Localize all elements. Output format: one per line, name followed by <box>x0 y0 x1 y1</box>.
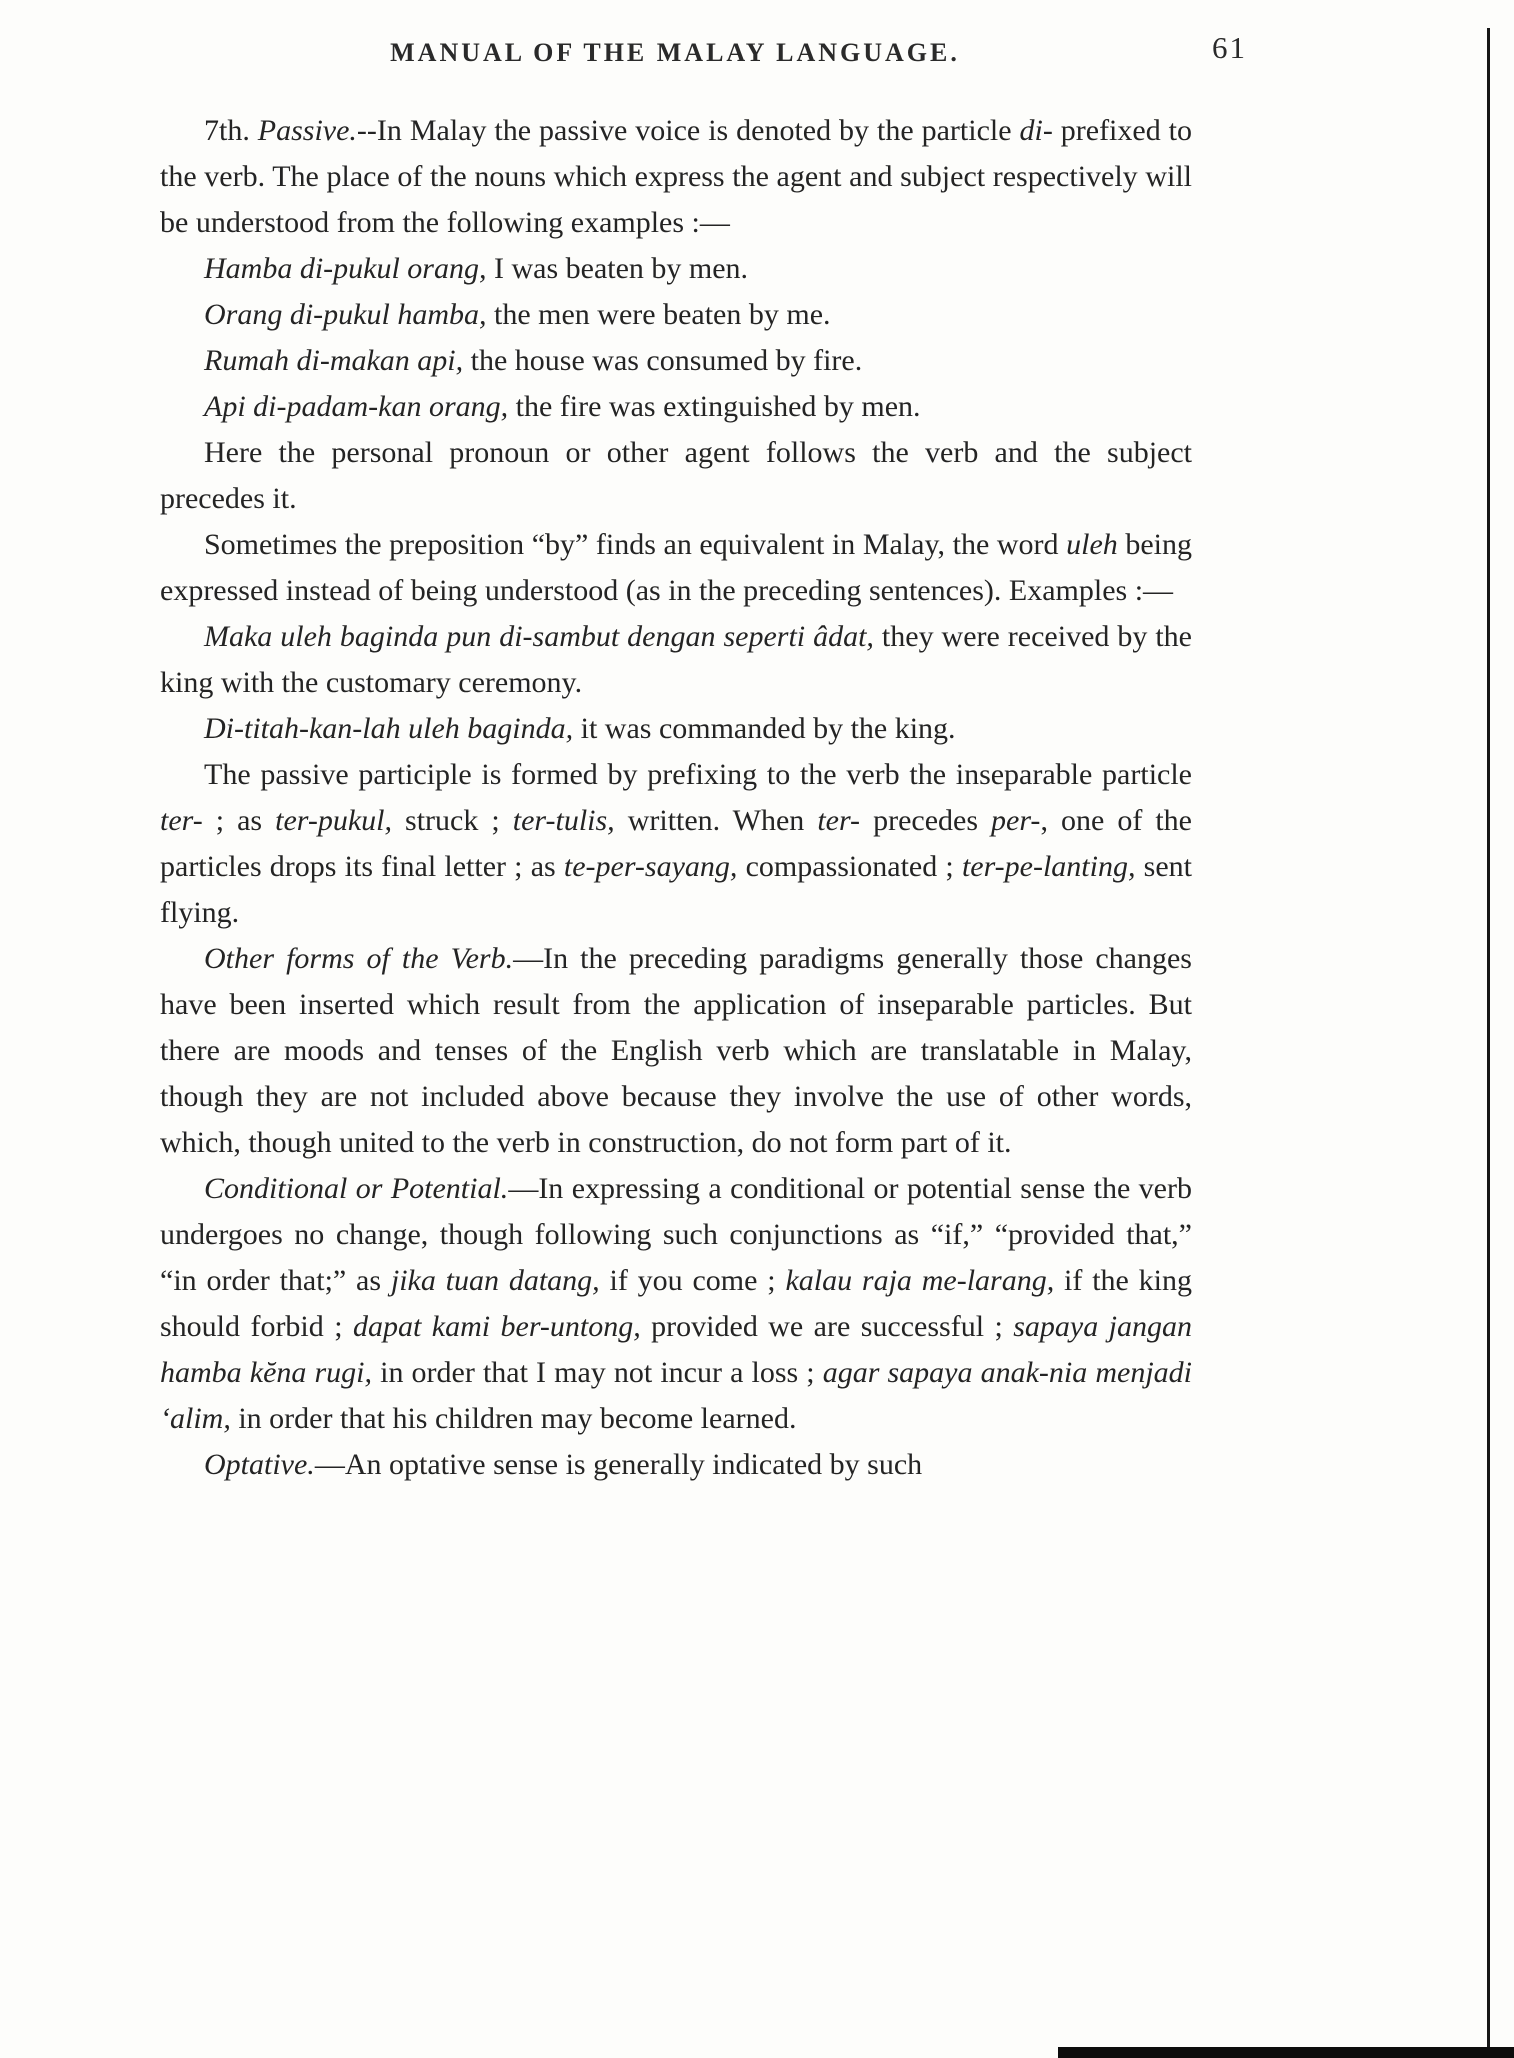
italic-text: ter-pukul, <box>275 804 393 837</box>
italic-text: di- <box>1019 114 1053 147</box>
page-body <box>160 108 1192 1488</box>
italic-text: agar sapaya anak-nia menjadi ʻalim, <box>160 1356 1192 1435</box>
body-text: struck ; <box>392 804 513 837</box>
paragraph <box>160 430 1192 522</box>
page-header <box>160 0 1247 94</box>
italic-text: dapat kami ber-untong, <box>352 1310 641 1343</box>
italic-text: Passive. <box>257 114 357 147</box>
running-title: MANUAL OF THE MALAY LANGUAGE. <box>390 38 960 67</box>
paragraph <box>160 292 1192 338</box>
body-text: it was commanded by the king. <box>573 712 956 745</box>
italic-text: Conditional or Potential. <box>204 1172 509 1205</box>
italic-text: Hamba di-pukul orang, <box>204 252 487 285</box>
paragraph <box>160 614 1192 706</box>
paragraph <box>160 706 1192 752</box>
paragraph <box>160 936 1192 1166</box>
italic-text: Other forms of the Verb. <box>204 942 514 975</box>
body-text: the house was consumed by fire. <box>463 344 863 377</box>
italic-text: jika tuan datang, <box>390 1264 600 1297</box>
body-text: Sometimes the preposition “by” finds an equivalent in Malay, the word <box>204 528 1067 561</box>
italic-text: Api di-padam-kan orang, <box>204 390 509 423</box>
italic-text: Rumah di-makan api, <box>204 344 464 377</box>
italic-text: kalau raja me-larang, <box>785 1264 1055 1297</box>
body-text: the men were beaten by me. <box>486 298 831 331</box>
scan-bottom-bar <box>1058 2047 1514 2058</box>
body-text: Here the personal pronoun or other agent follows the verb and the subject precedes it. <box>160 436 1192 515</box>
body-text: 7th. <box>204 114 258 147</box>
body-text: --In Malay the passive voice is denoted by the particle <box>356 114 1020 147</box>
body-text: I was beaten by men. <box>486 252 749 285</box>
paragraph <box>160 1442 1192 1488</box>
body-text: The passive participle is formed by prefixing to the verb the inseparable particle <box>204 758 1192 791</box>
body-text: sent flying. <box>160 850 1193 929</box>
page-number: 61 <box>1212 30 1247 65</box>
body-text: ; as <box>202 804 276 837</box>
body-text: in order that I may not incur a loss ; <box>372 1356 823 1389</box>
body-text: , one of the particles drops its final letter ; as <box>160 804 1192 883</box>
body-text: compassionated ; <box>737 850 962 883</box>
italic-text: ter-pe-lanting, <box>961 850 1136 883</box>
body-text: the fire was extinguished by men. <box>508 390 921 423</box>
body-text: written. When <box>614 804 818 837</box>
italic-text: uleh <box>1066 528 1118 561</box>
body-text: if you come ; <box>599 1264 786 1297</box>
italic-text: ter-tulis, <box>512 804 615 837</box>
body-text: —In expressing a conditional or potential sense the verb undergoes no change, though following such conjunctions as “if,” “provided that,” “in order that;” as <box>160 1172 1192 1297</box>
paragraph <box>160 108 1192 246</box>
body-text: in order that his children may become learned. <box>230 1402 797 1435</box>
italic-text: ter- <box>817 804 861 837</box>
paragraph <box>160 752 1192 936</box>
italic-text: Maka uleh baginda pun di-sambut dengan seperti âdat, <box>204 620 874 653</box>
italic-text: Optative. <box>204 1448 315 1481</box>
body-text: they were received by the king with the customary ceremony. <box>160 620 1192 699</box>
paragraph <box>160 246 1192 292</box>
paragraph <box>160 384 1192 430</box>
italic-text: Orang di-pukul hamba, <box>204 298 487 331</box>
body-text: —In the preceding paradigms generally those changes have been inserted which result from the application of inseparable particles. But there are moods and tenses of the English verb which are translatable in Malay, though they are not included above because they involve the use of other words, which, though united to the verb in construction, do not form part of it. <box>160 942 1192 1159</box>
paragraph <box>160 338 1192 384</box>
body-text: precedes <box>860 804 992 837</box>
italic-text: te-per-sayang, <box>563 850 738 883</box>
italic-text: sapaya jangan hamba kĕna rugi, <box>160 1310 1192 1389</box>
body-text: —An optative sense is generally indicated by such <box>314 1448 923 1481</box>
italic-text: ter- <box>160 804 203 837</box>
paragraph <box>160 522 1192 614</box>
italic-text: per- <box>991 804 1041 837</box>
body-text: prefixed to the verb. The place of the nouns which express the agent and subject respectively will be understood from the following examples :— <box>160 114 1192 239</box>
paragraph <box>160 1166 1192 1442</box>
body-text: being expressed instead of being understood (as in the preceding sentences). Examples :— <box>160 528 1192 607</box>
scan-edge-line <box>1487 28 1490 2058</box>
italic-text: Di-titah-kan-lah uleh baginda, <box>204 712 574 745</box>
body-text: provided we are successful ; <box>640 1310 1014 1343</box>
body-text: if the king should forbid ; <box>160 1264 1193 1343</box>
